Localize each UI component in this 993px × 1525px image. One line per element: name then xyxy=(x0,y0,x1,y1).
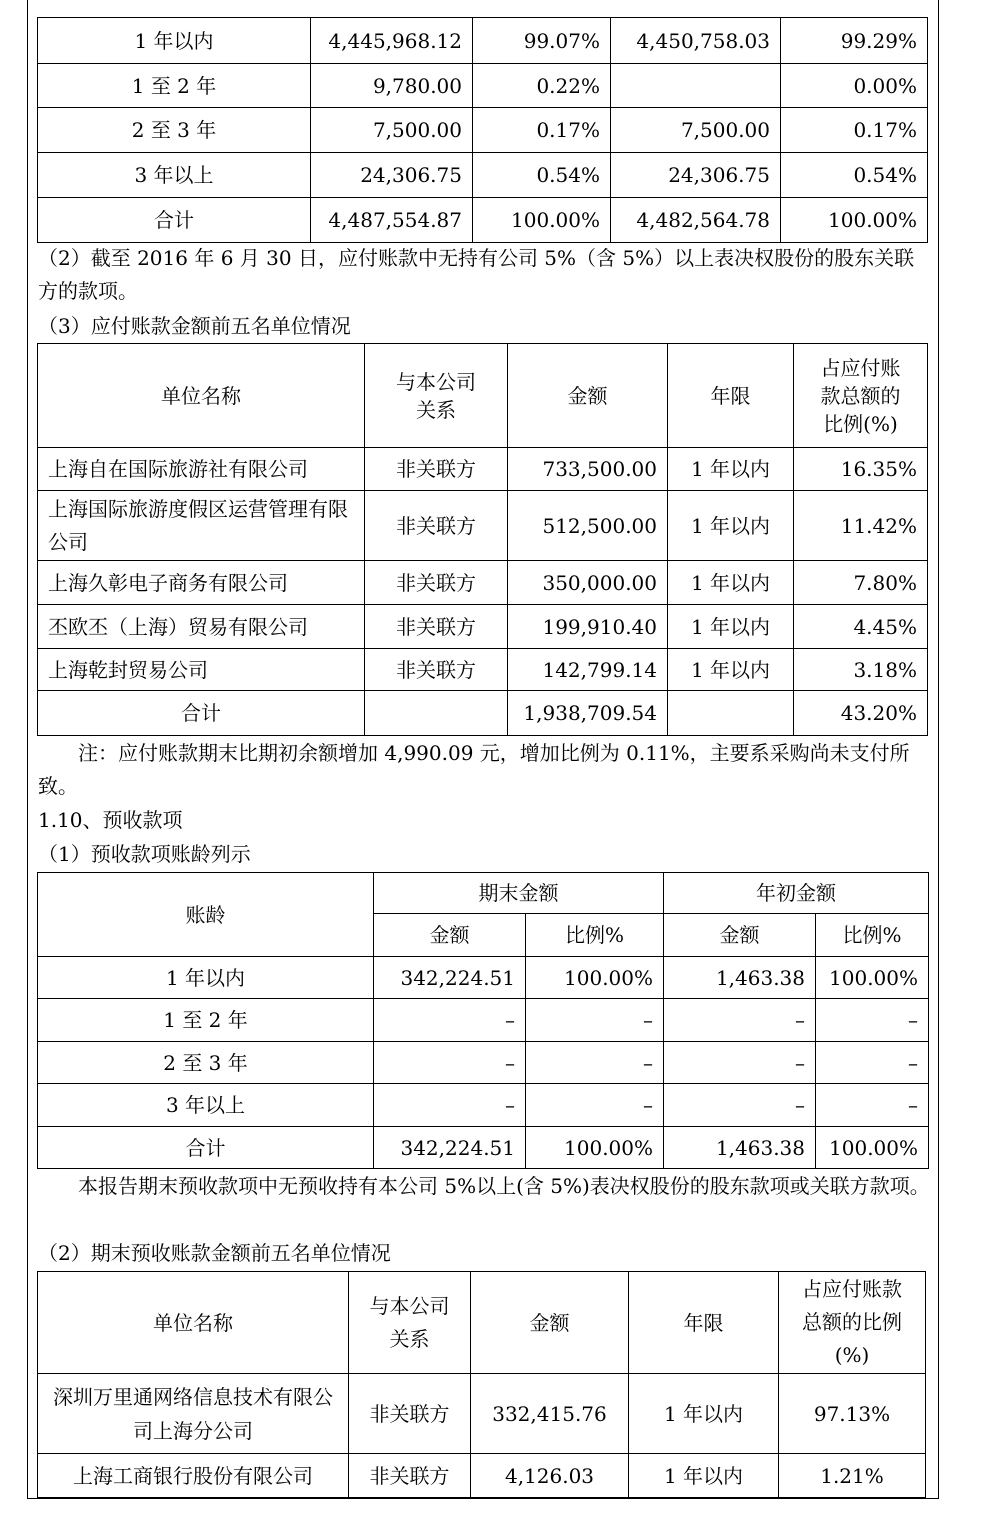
relation-cell: 非关联方 xyxy=(365,448,508,491)
relation-cell: 非关联方 xyxy=(349,1454,471,1498)
table-row xyxy=(38,153,928,198)
ratio-cell: 100.00% xyxy=(816,1127,929,1169)
relation-cell: 非关联方 xyxy=(365,491,508,561)
amount-cell: 1,463.38 xyxy=(664,1127,816,1169)
ratio-cell: 100.00% xyxy=(473,198,611,243)
ratio-cell: 0.54% xyxy=(781,153,928,198)
company-name-cell: 上海乾封贸易公司 xyxy=(38,649,365,691)
amount-cell: – xyxy=(374,1042,526,1084)
amount-cell: 24,306.75 xyxy=(311,153,473,198)
table-row xyxy=(38,1084,929,1127)
amount-cell: 342,224.51 xyxy=(374,957,526,999)
column-header: 年限 xyxy=(629,1272,779,1374)
amount-cell: 733,500.00 xyxy=(508,448,668,491)
table-row xyxy=(38,491,928,561)
relation-cell: 非关联方 xyxy=(365,649,508,691)
ratio-cell: 100.00% xyxy=(781,198,928,243)
column-header: 与本公司 关系 xyxy=(365,344,508,448)
column-header: 占应付账 款总额的 比例(%) xyxy=(794,344,928,448)
ratio-cell: – xyxy=(526,1042,664,1084)
ratio-cell: – xyxy=(526,999,664,1042)
amount-cell: 350,000.00 xyxy=(508,561,668,605)
ratio-cell: 3.18% xyxy=(794,649,928,691)
ratio-cell: 4.45% xyxy=(794,605,928,649)
age-cell: 3 年以上 xyxy=(38,153,311,198)
amount-cell: 1,938,709.54 xyxy=(508,691,668,736)
top5-advance-table xyxy=(37,1271,926,1498)
relation-cell: 非关联方 xyxy=(365,605,508,649)
column-header: 金额 xyxy=(664,914,816,957)
note-advance: 本报告期末预收款项中无预收持有本公司 5%以上(含 5%)表决权股份的股东款项或关联方款项。 xyxy=(78,1174,930,1198)
ratio-cell: 0.17% xyxy=(781,108,928,153)
age-cell: 1 年以内 xyxy=(38,957,374,999)
table-total-row xyxy=(38,198,928,243)
section-title: 1.10、预收款项 xyxy=(38,808,183,832)
column-header: 单位名称 xyxy=(38,344,365,448)
section-heading: （2）期末预收账款金额前五名单位情况 xyxy=(38,1241,391,1265)
column-header: 比例% xyxy=(816,914,929,957)
ratio-cell: 0.00% xyxy=(781,64,928,108)
total-label-cell: 合计 xyxy=(38,691,365,736)
column-header: 金额 xyxy=(471,1272,629,1374)
amount-cell xyxy=(611,64,781,108)
column-header: 年限 xyxy=(668,344,794,448)
table-row xyxy=(38,448,928,491)
term-cell: 1 年以内 xyxy=(668,605,794,649)
amount-cell: – xyxy=(374,999,526,1042)
amount-cell: 332,415.76 xyxy=(471,1374,629,1454)
ratio-cell: 0.22% xyxy=(473,64,611,108)
advance-aging-table xyxy=(37,872,929,1169)
ratio-cell: – xyxy=(816,1084,929,1127)
company-name-cell: 深圳万里通网络信息技术有限公司上海分公司 xyxy=(38,1374,349,1454)
company-name-cell: 上海久彰电子商务有限公司 xyxy=(38,561,365,605)
ratio-cell: 16.35% xyxy=(794,448,928,491)
term-cell: 1 年以内 xyxy=(668,561,794,605)
amount-cell: 4,450,758.03 xyxy=(611,18,781,64)
column-header: 比例% xyxy=(526,914,664,957)
amount-cell: 4,482,564.78 xyxy=(611,198,781,243)
amount-cell: 4,487,554.87 xyxy=(311,198,473,243)
table-row xyxy=(38,1374,926,1454)
term-cell: 1 年以内 xyxy=(668,649,794,691)
company-name-cell: 上海国际旅游度假区运营管理有限公司 xyxy=(38,491,365,561)
ratio-cell: 99.29% xyxy=(781,18,928,64)
table-header-row xyxy=(38,1272,926,1374)
section-heading: （1）预收款项账龄列示 xyxy=(38,842,251,866)
company-name-cell: 上海工商银行股份有限公司 xyxy=(38,1454,349,1498)
age-cell: 3 年以上 xyxy=(38,1084,374,1127)
column-header: 占应付账款 总额的比例 (%) xyxy=(779,1272,926,1374)
page-border-bottom xyxy=(27,1498,939,1499)
amount-cell: 9,780.00 xyxy=(311,64,473,108)
age-cell: 1 至 2 年 xyxy=(38,64,311,108)
table-row xyxy=(38,605,928,649)
note-payable: 注：应付账款期末比期初余额增加 4,990.09 元，增加比例为 0.11%，主要系采购尚未支付所致。 xyxy=(38,741,910,798)
table-row xyxy=(38,1042,929,1084)
table-row xyxy=(38,18,928,64)
column-header: 金额 xyxy=(374,914,526,957)
ratio-cell: 1.21% xyxy=(779,1454,926,1498)
ratio-cell: 0.54% xyxy=(473,153,611,198)
empty-cell xyxy=(668,691,794,736)
relation-cell: 非关联方 xyxy=(365,561,508,605)
term-cell: 1 年以内 xyxy=(668,448,794,491)
age-cell: 合计 xyxy=(38,198,311,243)
amount-cell: 512,500.00 xyxy=(508,491,668,561)
ratio-cell: 100.00% xyxy=(526,1127,664,1169)
page-border-right xyxy=(938,0,939,1499)
ratio-cell: 7.80% xyxy=(794,561,928,605)
amount-cell: 7,500.00 xyxy=(611,108,781,153)
empty-cell xyxy=(365,691,508,736)
ratio-cell: 11.42% xyxy=(794,491,928,561)
table-row xyxy=(38,957,929,999)
age-cell: 1 至 2 年 xyxy=(38,999,374,1042)
table-header-row xyxy=(38,344,928,448)
ratio-cell: – xyxy=(816,1042,929,1084)
term-cell: 1 年以内 xyxy=(668,491,794,561)
amount-cell: 199,910.40 xyxy=(508,605,668,649)
paragraph-related-party: （2）截至 2016 年 6 月 30 日，应付账款中无持有公司 5%（含 5%）以上表决权股份的股东关联方的款项。 xyxy=(38,246,915,303)
ratio-cell: 100.00% xyxy=(816,957,929,999)
age-cell: 合计 xyxy=(38,1127,374,1169)
column-header: 单位名称 xyxy=(38,1272,349,1374)
ratio-cell: 43.20% xyxy=(794,691,928,736)
ratio-cell: 99.07% xyxy=(473,18,611,64)
amount-cell: 342,224.51 xyxy=(374,1127,526,1169)
age-cell: 2 至 3 年 xyxy=(38,1042,374,1084)
amount-cell: – xyxy=(664,1042,816,1084)
term-cell: 1 年以内 xyxy=(629,1454,779,1498)
column-header: 金额 xyxy=(508,344,668,448)
section-heading: （3）应付账款金额前五名单位情况 xyxy=(38,314,351,338)
table-header-row xyxy=(38,873,929,914)
page-border-left xyxy=(27,0,28,1499)
amount-cell: 7,500.00 xyxy=(311,108,473,153)
ratio-cell: 0.17% xyxy=(473,108,611,153)
amount-cell: – xyxy=(374,1084,526,1127)
top5-payable-table xyxy=(37,343,928,736)
table-total-row xyxy=(38,1127,929,1169)
table-row xyxy=(38,108,928,153)
column-group-header: 年初金额 xyxy=(664,873,929,914)
ratio-cell: 100.00% xyxy=(526,957,664,999)
company-name-cell: 丕欧丕（上海）贸易有限公司 xyxy=(38,605,365,649)
relation-cell: 非关联方 xyxy=(349,1374,471,1454)
age-cell: 2 至 3 年 xyxy=(38,108,311,153)
amount-cell: 24,306.75 xyxy=(611,153,781,198)
ratio-cell: – xyxy=(526,1084,664,1127)
table-row xyxy=(38,1454,926,1498)
ratio-cell: 97.13% xyxy=(779,1374,926,1454)
amount-cell: 142,799.14 xyxy=(508,649,668,691)
amount-cell: 4,126.03 xyxy=(471,1454,629,1498)
term-cell: 1 年以内 xyxy=(629,1374,779,1454)
table-row xyxy=(38,999,929,1042)
column-header: 账龄 xyxy=(38,873,374,957)
amount-cell: 4,445,968.12 xyxy=(311,18,473,64)
ratio-cell: – xyxy=(816,999,929,1042)
table-total-row xyxy=(38,691,928,736)
table-row xyxy=(38,649,928,691)
payable-aging-table xyxy=(37,17,928,243)
age-cell: 1 年以内 xyxy=(38,18,311,64)
column-group-header: 期末金额 xyxy=(374,873,664,914)
amount-cell: – xyxy=(664,1084,816,1127)
amount-cell: 1,463.38 xyxy=(664,957,816,999)
amount-cell: – xyxy=(664,999,816,1042)
company-name-cell: 上海自在国际旅游社有限公司 xyxy=(38,448,365,491)
column-header: 与本公司 关系 xyxy=(349,1272,471,1374)
table-row xyxy=(38,64,928,108)
table-row xyxy=(38,561,928,605)
